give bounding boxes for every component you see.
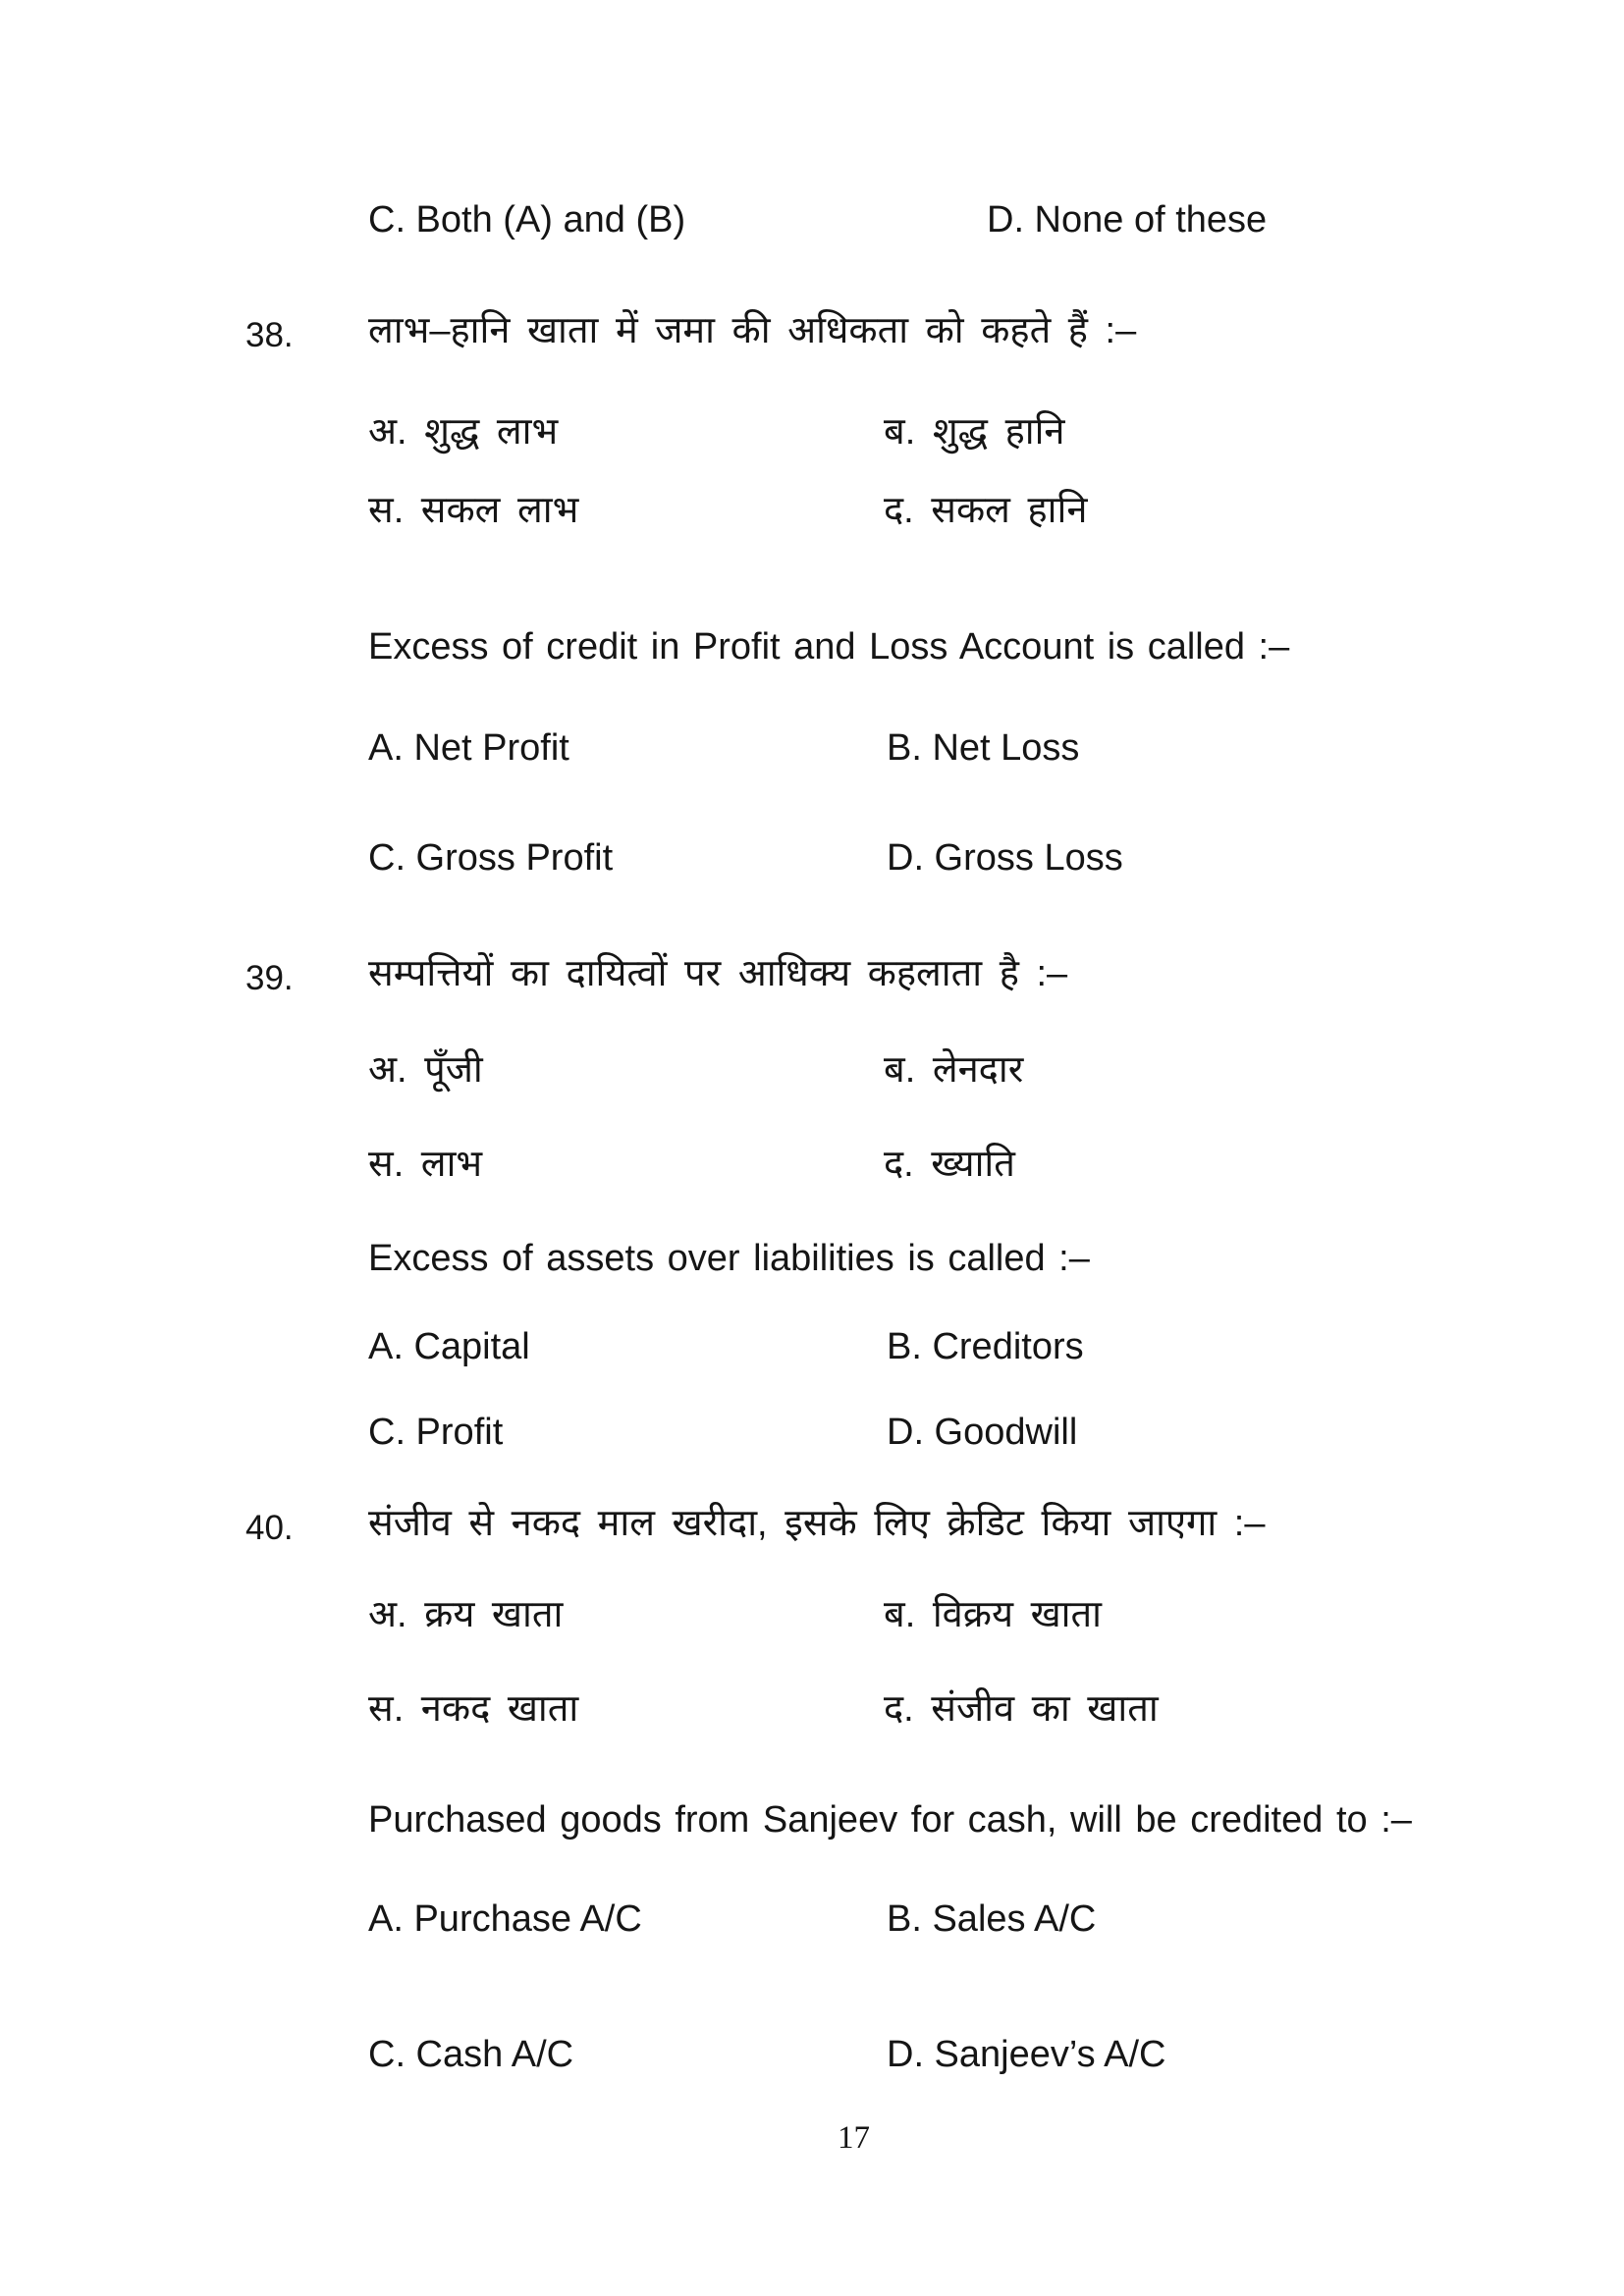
q39-option-a-hindi: अ. पूँजी bbox=[368, 1049, 483, 1091]
q40-question-hindi: संजीव से नकद माल खरीदा, इसके लिए क्रेडिट किया जाएगा :– bbox=[368, 1503, 1266, 1544]
q38-option-b-english: B. Net Loss bbox=[887, 727, 1080, 769]
q38-option-a-hindi: अ. शुद्ध लाभ bbox=[368, 411, 559, 453]
q40-option-c-english: C. Cash A/C bbox=[368, 2034, 574, 2075]
q38-option-c-hindi: स. सकल लाभ bbox=[368, 490, 579, 531]
q38-option-a-english: A. Net Profit bbox=[368, 727, 569, 769]
q40-option-d-english: D. Sanjeev’s A/C bbox=[887, 2034, 1166, 2075]
q38-option-b-hindi: ब. शुद्ध हानि bbox=[884, 411, 1065, 453]
q40-option-a-english: A. Purchase A/C bbox=[368, 1898, 642, 1940]
q38-question-english: Excess of credit in Profit and Loss Account is called :– bbox=[368, 626, 1290, 667]
q40-question-english: Purchased goods from Sanjeev for cash, will be credited to :– bbox=[368, 1799, 1412, 1841]
q39-option-a-english: A. Capital bbox=[368, 1326, 530, 1367]
q40-option-b-hindi: ब. विक्रय खाता bbox=[884, 1594, 1102, 1635]
q40-option-c-hindi: स. नकद खाता bbox=[368, 1688, 579, 1730]
q38-question-hindi: लाभ–हानि खाता में जमा की अधिकता को कहते हैं :– bbox=[368, 310, 1137, 351]
q39-option-b-english: B. Creditors bbox=[887, 1326, 1084, 1367]
q38-option-c-english: C. Gross Profit bbox=[368, 837, 614, 879]
q39-option-b-hindi: ब. लेनदार bbox=[884, 1049, 1024, 1091]
q39-option-c-english: C. Profit bbox=[368, 1412, 504, 1453]
q40-option-b-english: B. Sales A/C bbox=[887, 1898, 1097, 1940]
q40-option-d-hindi: द. संजीव का खाता bbox=[884, 1688, 1159, 1730]
q39-option-c-hindi: स. लाभ bbox=[368, 1144, 483, 1185]
q39-option-d-hindi: द. ख्याति bbox=[884, 1144, 1015, 1185]
q39-question-english: Excess of assets over liabilities is called :– bbox=[368, 1238, 1090, 1279]
page-number: 17 bbox=[838, 2120, 870, 2156]
carryover-option-c: C. Both (A) and (B) bbox=[368, 199, 686, 240]
q39-option-d-english: D. Goodwill bbox=[887, 1412, 1078, 1453]
q39-number: 39. bbox=[245, 959, 294, 997]
q39-question-hindi: सम्पत्तियों का दायित्वों पर आधिक्य कहलाता है :– bbox=[368, 953, 1068, 994]
q38-option-d-english: D. Gross Loss bbox=[887, 837, 1123, 879]
q40-number: 40. bbox=[245, 1509, 294, 1547]
q38-number: 38. bbox=[245, 316, 294, 354]
carryover-option-d: D. None of these bbox=[987, 199, 1268, 240]
q38-option-d-hindi: द. सकल हानि bbox=[884, 490, 1088, 531]
q40-option-a-hindi: अ. क्रय खाता bbox=[368, 1594, 564, 1635]
